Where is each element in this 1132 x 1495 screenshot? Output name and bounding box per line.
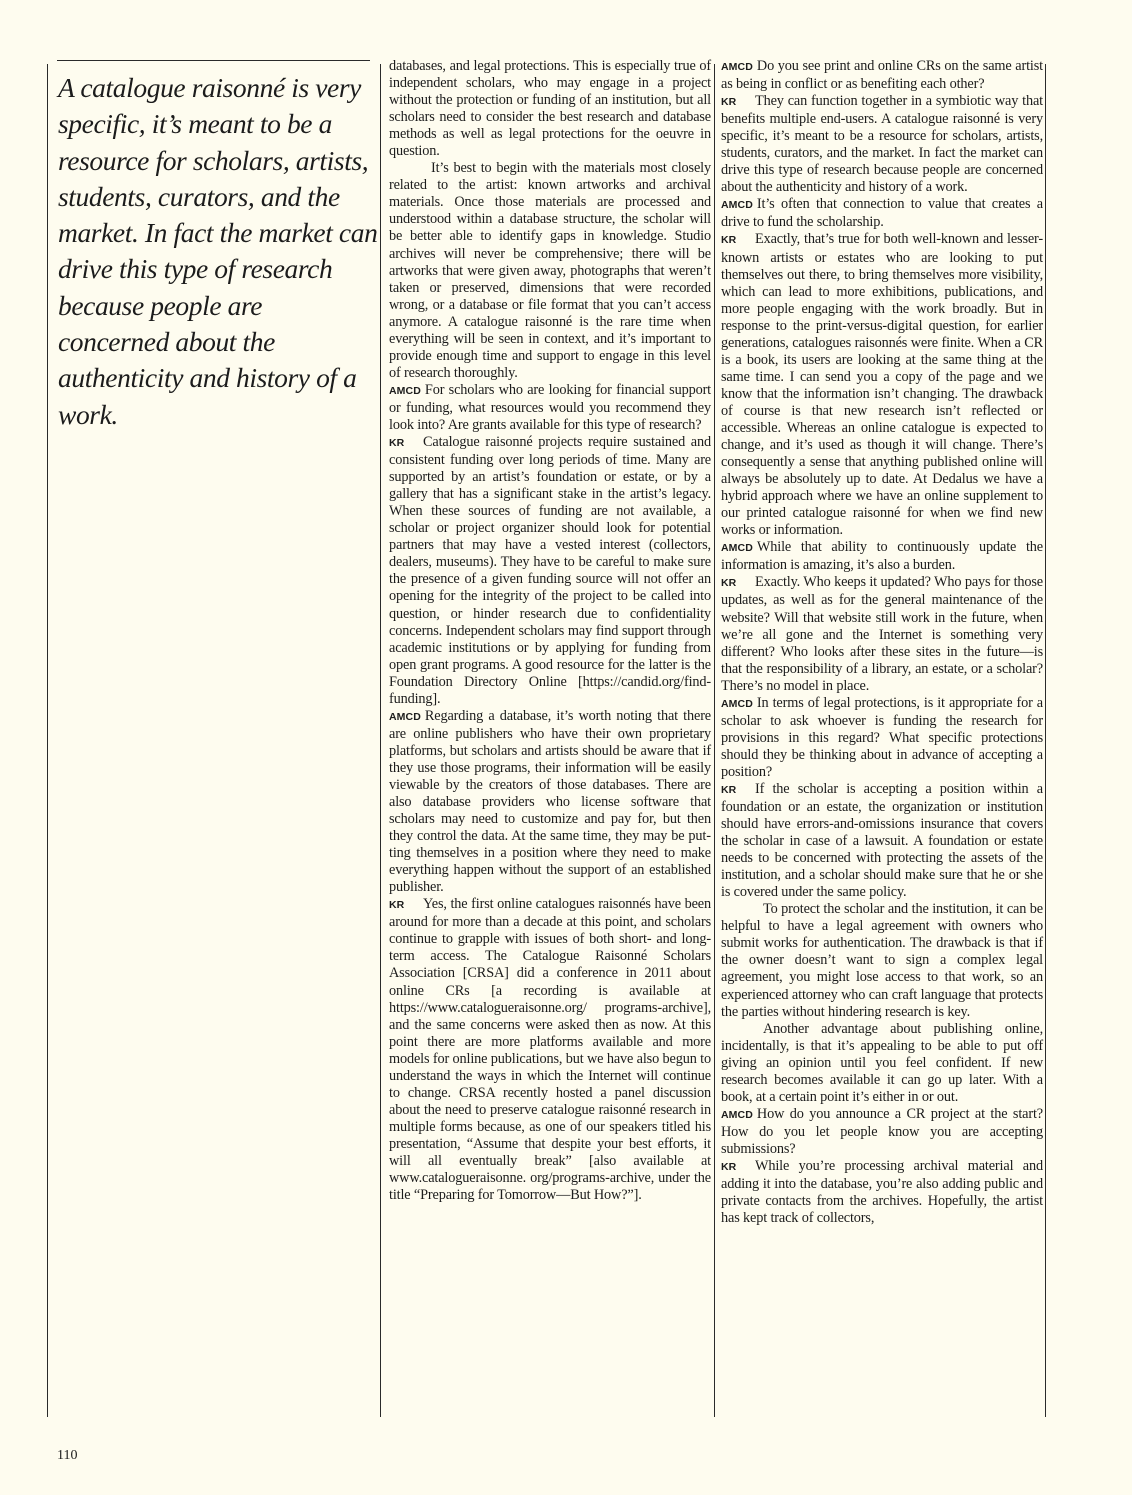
paragraph-text: In terms of legal protections, is it appropriate for a scholar to ask whoever is funding the research for provisions in this regard? What specific protections should they be thinking about in advance of accepting a position? — [721, 694, 1043, 780]
speaker-label: AMCD — [721, 697, 753, 710]
column-divider-1 — [380, 64, 381, 1417]
paragraph-text: For scholars who are looking for financial support or funding, what resources would you recommend they look into? Are grants available for this type of research? — [389, 381, 711, 433]
interview-paragraph-amcd — [389, 382, 711, 434]
speaker-label: AMCD — [721, 1108, 753, 1121]
speaker-label: KR — [721, 96, 737, 109]
column-divider-2 — [714, 64, 715, 1417]
paragraph-text: It’s often that connection to value that creates a drive to fund the scholarship. — [721, 196, 1043, 231]
paragraph-text: They can function together in a symbiotic way that benefits multiple end-users. A catalogue raisonné is very specific, it’s meant to be a resource for scholars, artists, students, curators, and the market. In fact the market can drive this type of research because people are concerned about the authenticity and history of a work. — [721, 93, 1043, 196]
interview-paragraph-amcd — [721, 1106, 1043, 1158]
interview-paragraph — [721, 901, 1043, 1020]
interview-paragraph-kr — [721, 1158, 1043, 1227]
interview-paragraph-amcd — [721, 58, 1043, 93]
speaker-label: KR — [721, 1161, 737, 1173]
speaker-label: AMCD — [721, 61, 753, 73]
paragraph-text: Exactly, that’s true for both well-known and lesser-known artists or estates who are looking to put themselves out there, to bring themselves more visibility, which can lead to more exhibitions, publications, and more people engaging with the work broadly. But in response to the print-versus-digital question, for earlier generations, catalogues raisonnés were finite. When a CR is a book, its users are looking at the same thing at the same time. I can send you a copy of the page and we know that the information isn’t changing. The drawback of course is that new research isn’t reflected or accessible. Whereas an online catalogue is expected to change, and it’s used as though it will change. There’s consequently a sense that anything published online will always be absolutely up to date. At Dedalus we have a hybrid approach where we have an online supplement to our printed catalogue raisonné for when we find new works or information. — [721, 231, 1043, 539]
interview-paragraph-amcd — [721, 539, 1043, 574]
interview-paragraph-kr — [389, 434, 711, 708]
paragraph-text: Another advantage about publishing online, incidentally, is that it’s appealing to be able to put off giving an opinion until you feel confident. If new research becomes available it can go up later. With a book, at a certain point it’s either in or out. — [721, 1020, 1043, 1105]
pull-quote: A catalogue raisonné is very specific, it’s meant to be a resource for scholars, artists, students, curators, and the market. In fact the market can drive this type of research because people are concerned about the authenticity and history of a work. — [58, 72, 378, 430]
interview-paragraph-amcd — [389, 708, 711, 897]
interview-paragraph-kr — [721, 781, 1043, 901]
paragraph-text: Regarding a database, it’s worth noting that there are online publishers who have their own proprietary platforms, but scholars and artists should be aware that if they use those programs, their information will be easily viewable by the creators of those databases. There are also database providers who license software that scholars may need to customize and pay for, but then they control the data. At the same time, they may be putting themselves in a position where they need to make everything happen without the support of an established publisher. — [389, 707, 711, 896]
paragraph-text: To protect the scholar and the institution, it can be helpful to have a legal agreement with owners who submit works for authentication. The drawback is that if the owner doesn’t want to sign a complex legal agreement, you might lose access to that work, so an experienced attorney who can craft language that protects the parties without hindering research is key. — [721, 901, 1043, 1020]
speaker-label: AMCD — [389, 384, 421, 397]
paragraph-text: It’s best to begin with the materials most closely related to the artist: known artworks and archival materials. Once those materials are processed and understood within a database structure, the scholar will be better able to identify gaps in knowledge. Studio archives will never be comprehensive; there will be artworks that were given away, photographs that weren’t taken or preserved, dimensions that were recorded wrong, or a database or file format that you can’t access anymore. A catalogue raisonné is the rare time when everything will be seen in context, and it’s important to provide enough time and support to engage in this level of research thoroughly. — [389, 160, 711, 381]
interview-paragraph-kr — [389, 896, 711, 1204]
interview-paragraph-kr — [721, 93, 1043, 196]
interview-paragraph-kr — [721, 231, 1043, 539]
speaker-label: AMCD — [721, 199, 753, 212]
speaker-label: KR — [721, 234, 737, 247]
paragraph-text: If the scholar is accepting a position within a foundation or an estate, the organization or institution should have errors-and-omissions insurance that covers the scholar in case of a lawsuit. A foundation or estate needs to be concerned with protecting the assets of the institution, and a scholar should make sure that he or she is covered under the same policy. — [721, 780, 1043, 901]
interview-paragraph-amcd — [721, 196, 1043, 231]
speaker-label: AMCD — [721, 542, 753, 555]
speaker-label: AMCD — [389, 710, 421, 723]
left-margin-rule — [47, 64, 48, 1417]
interview-paragraph — [389, 58, 711, 160]
page-number: 110 — [57, 1448, 78, 1463]
pull-quote-top-rule — [57, 60, 370, 61]
paragraph-text: How do you announce a CR project at the start? How do you let people know you are accepting submissions? — [721, 1105, 1043, 1157]
article-column-middle — [389, 58, 711, 1204]
interview-paragraph-kr — [721, 574, 1043, 694]
column-divider-3 — [1045, 64, 1046, 1417]
speaker-label: KR — [389, 899, 405, 912]
paragraph-text: Do you see print and online CRs on the same artist as being in conflict or as benefiting each other? — [721, 58, 1043, 93]
paragraph-text: Catalogue raisonné projects require sustained and consistent funding over long periods of time. Many are supported by an artist’s foundation or estate, or by a gallery that has a significant stake in the artist’s legacy. When these sources of funding are not available, a scholar or project organizer should look for potential partners that may have a vested interest (collectors, dealers, museums). They have to be careful to make sure the presence of a given funding source will not offer an opening for the integrity of the project to be called into question, or hinder research due to confidentiality concerns. Independent scholars may find support through academic institutions or by applying for funding from open grant programs. A good resource for the latter is the Foundation Directory Online [https://candid.org/find-funding]. — [389, 434, 711, 707]
speaker-label: KR — [389, 437, 405, 450]
speaker-label: KR — [721, 577, 737, 590]
paragraph-text: While that ability to continuously update the information is amazing, it’s also a burden. — [721, 539, 1043, 574]
article-column-right — [721, 58, 1043, 1227]
interview-paragraph — [389, 160, 711, 382]
paragraph-text: Yes, the first online catalogues raisonnés have been around for more than a decade at this point, and scholars continue to grapple with issues of both short- and long-term access. The Catalogue Raisonné Scholars Association [CRSA] did a conference in 2011 about online CRs [a recording is available at https://www.catalogueraisonne.org/ programs-archive], and the same concerns were asked then as now. At this point there are more platforms available and more models for online publications, but we have also begun to understand the ways in which the Internet will continue to change. CRSA recently hosted a panel discussion about the need to preserve catalogue raisonné research in multiple forms because, as one of our speakers titled his presentation, “Assume that despite your best efforts, it will all eventually break” [also available at www.catalogueraisonne. org/programs-archive, under the title “Preparing for Tomorrow—But How?”]. — [389, 896, 711, 1204]
interview-paragraph-amcd — [721, 695, 1043, 781]
paragraph-text: While you’re processing archival material and adding it into the database, you’re also adding public and private contacts from the archives. Hopefully, the artist has kept track of collectors, — [721, 1158, 1043, 1227]
paragraph-text: Exactly. Who keeps it updated? Who pays for those updates, as well as for the general maintenance of the website? Will that website still work in the future, when we’re all gone and the Internet is something very different? Who looks after these sites in the future—is that the responsibility of a library, an estate, or a scholar? There’s no model in place. — [721, 574, 1043, 694]
speaker-label: KR — [721, 783, 737, 796]
paragraph-text: databases, and legal protections. This is especially true of independent scholars, who may engage in a project without the protection or funding of an institution, but all scholars need to consider the best research and database methods as well as legal protections for the oeuvre in question. — [389, 58, 711, 160]
interview-paragraph — [721, 1021, 1043, 1106]
